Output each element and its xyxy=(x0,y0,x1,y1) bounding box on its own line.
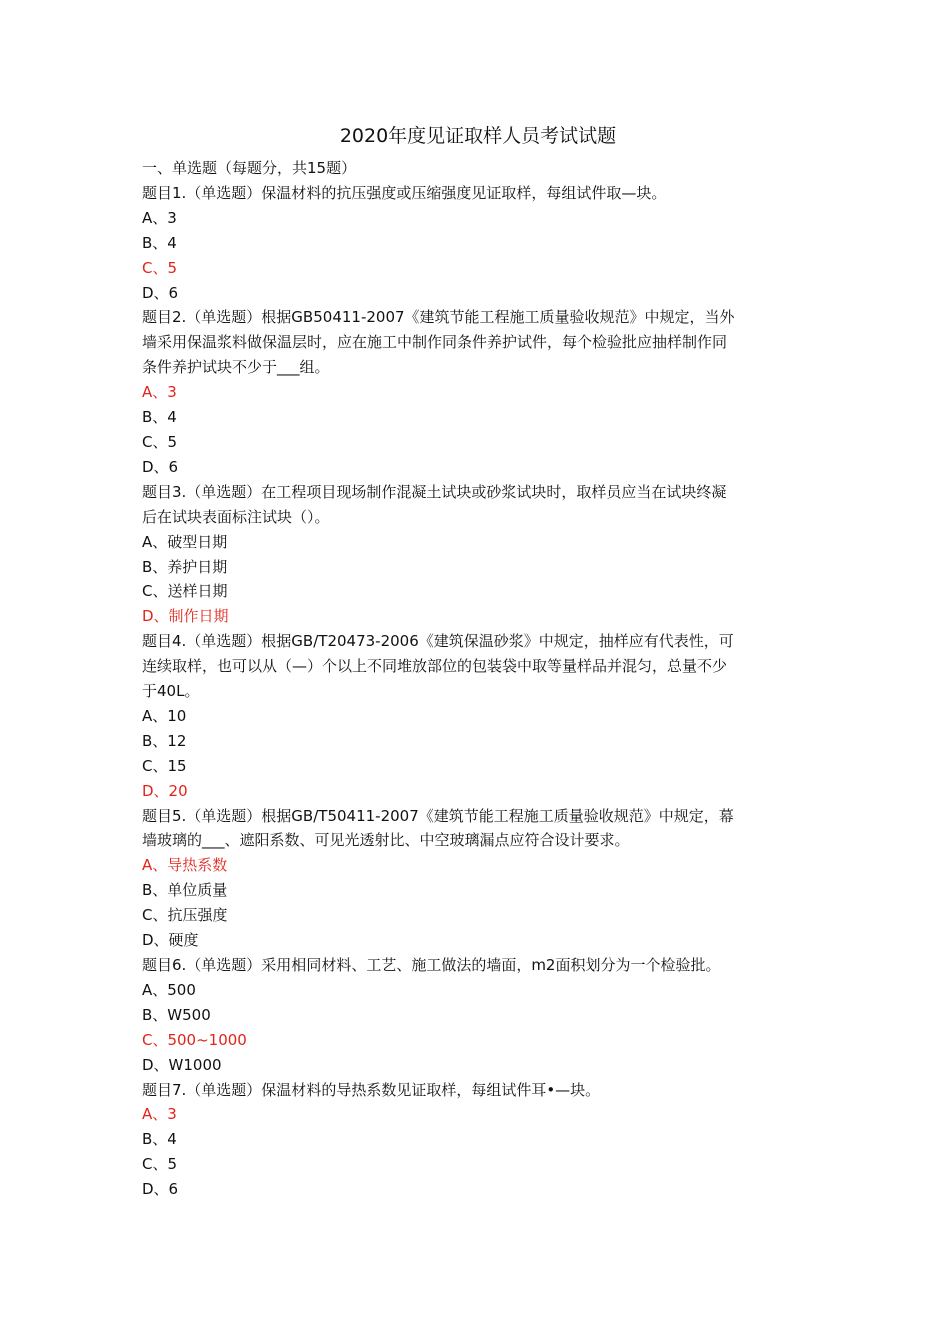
answer-option: C、送样日期 xyxy=(142,582,228,601)
question-block xyxy=(142,305,814,479)
question-stem-line: 于40L。 xyxy=(142,682,200,701)
answer-option: B、4 xyxy=(142,233,177,252)
answer-option: D、W1000 xyxy=(142,1055,222,1074)
answer-option: B、12 xyxy=(142,731,187,750)
answer-option: B、养护日期 xyxy=(142,557,228,576)
answer-option: B、W500 xyxy=(142,1005,211,1024)
answer-option: A、3 xyxy=(142,208,177,227)
question-stem-line: 题目6.（单选题）采用相同材料、工艺、施工做法的墙面，m2面积划分为一个检验批。 xyxy=(142,956,721,974)
question-block xyxy=(142,953,814,1078)
answer-option-correct: C、500~1000 xyxy=(142,1030,247,1049)
question-block xyxy=(142,181,814,306)
answer-option: D、硬度 xyxy=(142,931,199,950)
question-stem-line: 条件养护试块不少于___组。 xyxy=(142,358,330,377)
document-title: 2020年度见证取样人员考试试题 xyxy=(339,125,617,147)
answer-option: B、4 xyxy=(142,1130,177,1149)
answer-option: A、破型日期 xyxy=(142,532,228,551)
answer-option-correct: A、3 xyxy=(142,383,177,402)
answer-option: C、5 xyxy=(142,1155,178,1174)
question-stem-line: 连续取样，也可以从（—）个以上不同堆放部位的包装袋中取等量样品并混匀，总量不少 xyxy=(142,657,728,676)
answer-option: B、4 xyxy=(142,408,177,427)
question-stem-line: 墙采用保温浆料做保温层时，应在施工中制作同条件养护试件，每个检验批应抽样制作同 xyxy=(142,333,728,352)
answer-option: C、15 xyxy=(142,756,187,775)
answer-option: B、单位质量 xyxy=(142,881,228,900)
exam-document xyxy=(142,118,814,1202)
question-block xyxy=(142,1078,814,1203)
question-block xyxy=(142,629,814,803)
question-stem-line: 题目3.（单选题）在工程项目现场制作混凝土试块或砂浆试块时，取样员应当在试块终凝 xyxy=(142,482,727,501)
question-stem-line: 后在试块表面标注试块（）。 xyxy=(142,507,330,526)
answer-option-correct: A、导热系数 xyxy=(142,856,228,875)
answer-option: D、6 xyxy=(142,283,179,302)
question-stem-line: 题目2.（单选题）根据GB50411-2007《建筑节能工程施工质量验收规范》中规定，当外 xyxy=(142,308,735,327)
answer-option: A、10 xyxy=(142,706,187,725)
answer-option: D、6 xyxy=(142,1180,179,1199)
question-stem-line: 题目7.（单选题）保温材料的导热系数见证取样，每组试件耳•—块。 xyxy=(142,1080,601,1099)
question-stem-line: 题目4.（单选题）根据GB/T20473-2006《建筑保温砂浆》中规定，抽样应有代表性，可 xyxy=(142,632,734,651)
question-stem-line: 题目1.（单选题）保温材料的抗压强度或压缩强度见证取样，每组试件取—块。 xyxy=(142,183,667,202)
answer-option: C、抗压强度 xyxy=(142,906,228,925)
answer-option: C、5 xyxy=(142,432,178,451)
answer-option-correct: D、20 xyxy=(142,781,188,800)
answer-option-correct: D、制作日期 xyxy=(142,607,229,626)
answer-option: D、6 xyxy=(142,457,179,476)
question-list xyxy=(142,181,814,1202)
answer-option: A、500 xyxy=(142,980,196,999)
question-block xyxy=(142,804,814,953)
question-stem-line: 题目5.（单选题）根据GB/T50411-2007《建筑节能工程施工质量验收规范》中规定，幕 xyxy=(142,806,734,825)
section-heading: 一、单选题（每题分，共15题） xyxy=(142,159,357,177)
answer-option-correct: A、3 xyxy=(142,1105,177,1124)
answer-option-correct: C、5 xyxy=(142,258,178,277)
question-stem-line: 墙玻璃的___、遮阳系数、可见光透射比、中空玻璃漏点应符合设计要求。 xyxy=(142,831,630,850)
question-block xyxy=(142,480,814,629)
